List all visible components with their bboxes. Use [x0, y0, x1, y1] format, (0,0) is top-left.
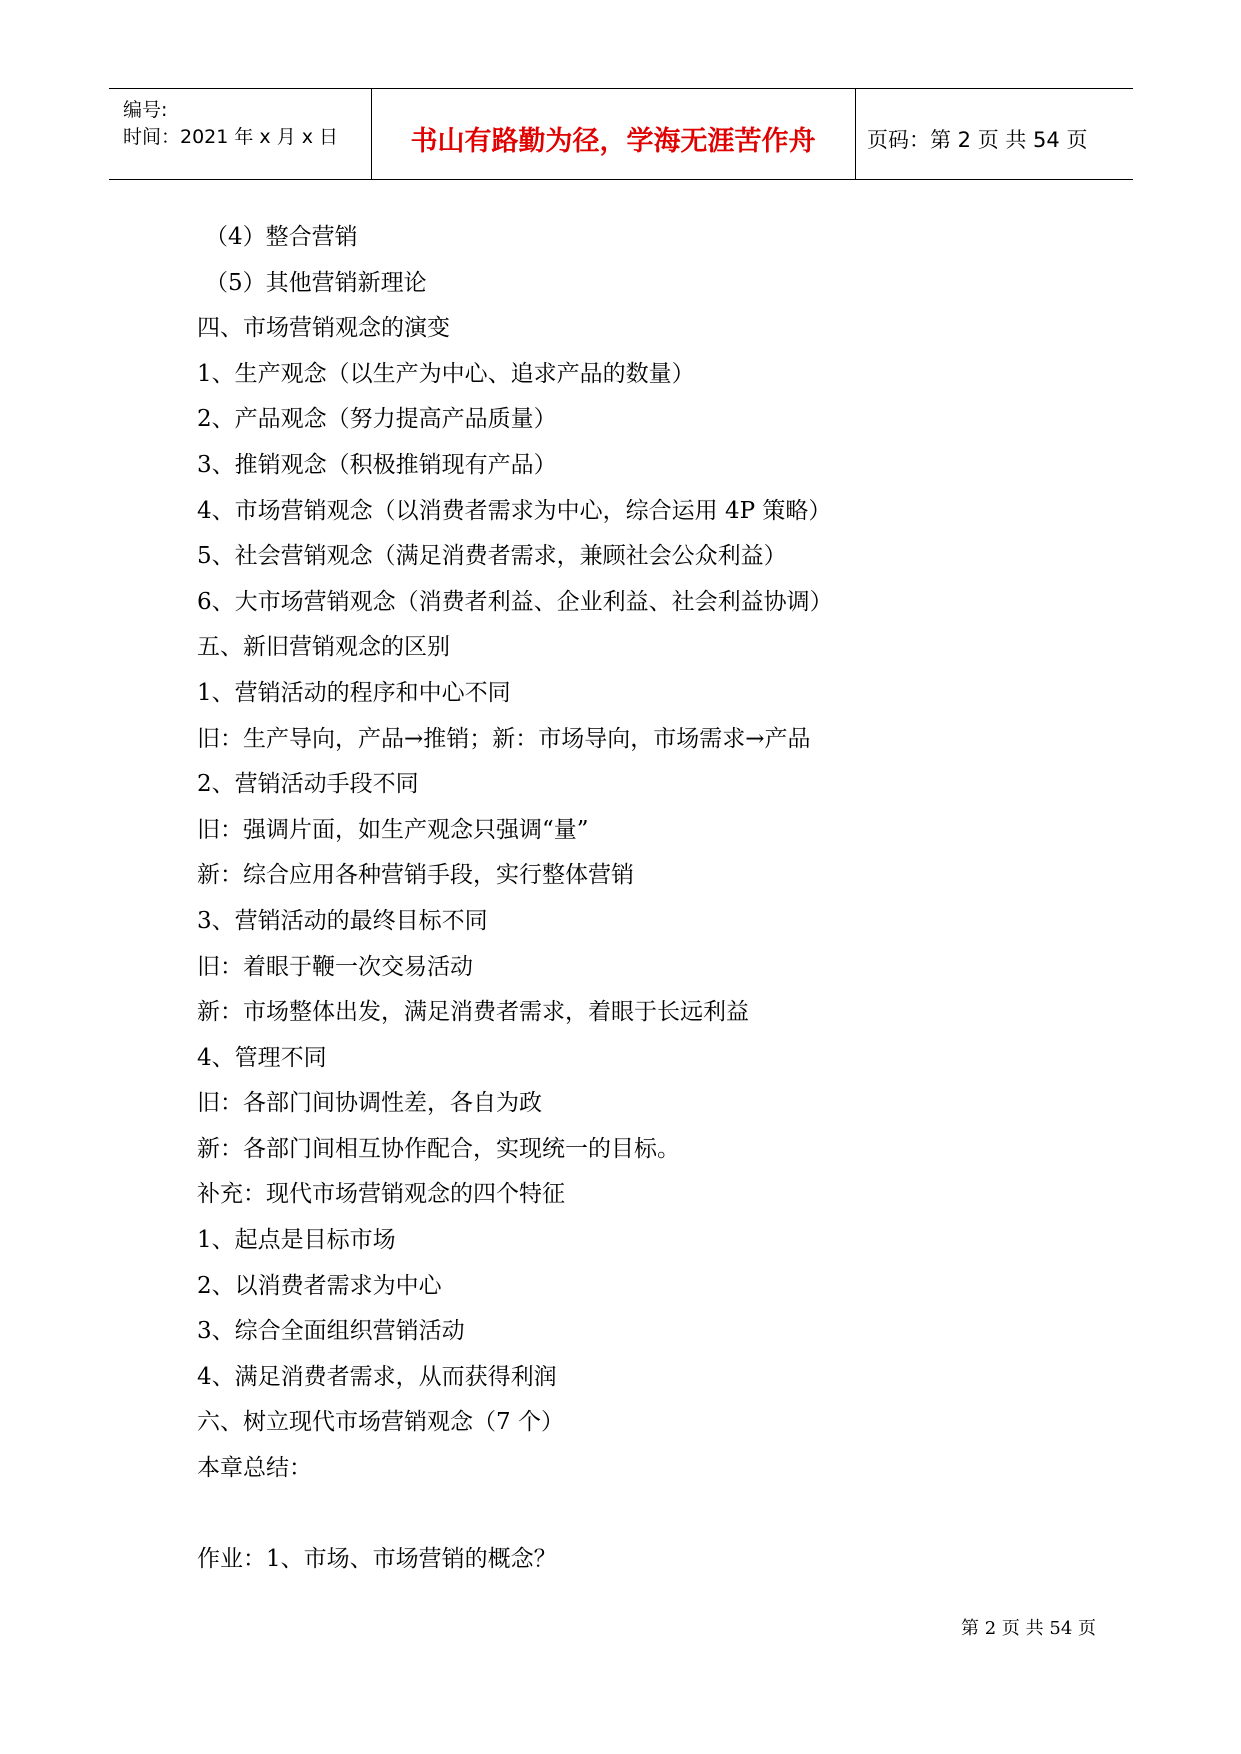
header-page-cell	[855, 89, 1133, 179]
section-heading: 六、树立现代市场营销观念（7 个）	[197, 1409, 564, 1436]
body-line: 新：综合应用各种营销手段，实行整体营销	[197, 862, 634, 889]
body-line: 1、起点是目标市场	[197, 1227, 396, 1254]
body-line: 4、市场营销观念（以消费者需求为中心，综合运用 4P 策略）	[197, 497, 832, 524]
body-line: 3、综合全面组织营销活动	[197, 1318, 465, 1345]
body-line: （4）整合营销	[205, 224, 358, 250]
header-page-number: 页码：第 2 页 共 54 页	[867, 128, 1088, 152]
document-header	[109, 88, 1133, 180]
body-line: 2、营销活动手段不同	[197, 771, 419, 798]
body-line: 旧：强调片面，如生产观念只强调“量”	[197, 816, 589, 843]
body-line: 新：各部门间相互协作配合，实现统一的目标。	[197, 1135, 680, 1162]
body-line: 3、营销活动的最终目标不同	[197, 907, 488, 934]
body-line: 3、推销观念（积极推销现有产品）	[197, 451, 557, 478]
body-line: 6、大市场营销观念（消费者利益、企业利益、社会利益协调）	[197, 588, 833, 615]
body-line: 1、营销活动的程序和中心不同	[197, 679, 511, 706]
header-motto-cell	[371, 89, 856, 179]
body-line: 4、管理不同	[197, 1044, 327, 1071]
homework-line: 作业：1、市场、市场营销的概念？	[197, 1546, 557, 1573]
header-motto: 书山有路勤为径，学海无涯苦作舟	[410, 126, 816, 157]
body-line: （5）其他营销新理论	[205, 269, 427, 296]
section-heading: 四、市场营销观念的演变	[197, 315, 450, 342]
body-line: 旧：各部门间协调性差，各自为政	[197, 1090, 542, 1117]
page-footer: 第 2 页 共 54 页	[961, 1618, 1096, 1639]
document-body	[197, 220, 833, 1588]
section-heading: 五、新旧营销观念的区别	[197, 634, 450, 661]
body-line: 新：市场整体出发，满足消费者需求，着眼于长远利益	[197, 999, 749, 1026]
body-line: 旧：生产导向，产品→推销；新：市场导向，市场需求→产品	[197, 725, 811, 752]
header-meta-cell	[109, 89, 372, 179]
section-heading: 补充：现代市场营销观念的四个特征	[197, 1181, 565, 1208]
chapter-summary-label: 本章总结：	[197, 1455, 312, 1482]
body-line: 旧：着眼于鞭一次交易活动	[197, 953, 473, 980]
body-line: 1、生产观念（以生产为中心、追求产品的数量）	[197, 360, 695, 387]
body-line: 2、产品观念（努力提高产品质量）	[197, 406, 557, 433]
body-line: 2、以消费者需求为中心	[197, 1272, 442, 1299]
document-number-label: 编号:	[123, 99, 168, 121]
body-line: 5、社会营销观念（满足消费者需求，兼顾社会公众利益）	[197, 543, 787, 570]
body-line: 4、满足消费者需求，从而获得利润	[197, 1363, 557, 1390]
document-time-label: 时间：2021 年 x 月 x 日	[123, 126, 339, 148]
